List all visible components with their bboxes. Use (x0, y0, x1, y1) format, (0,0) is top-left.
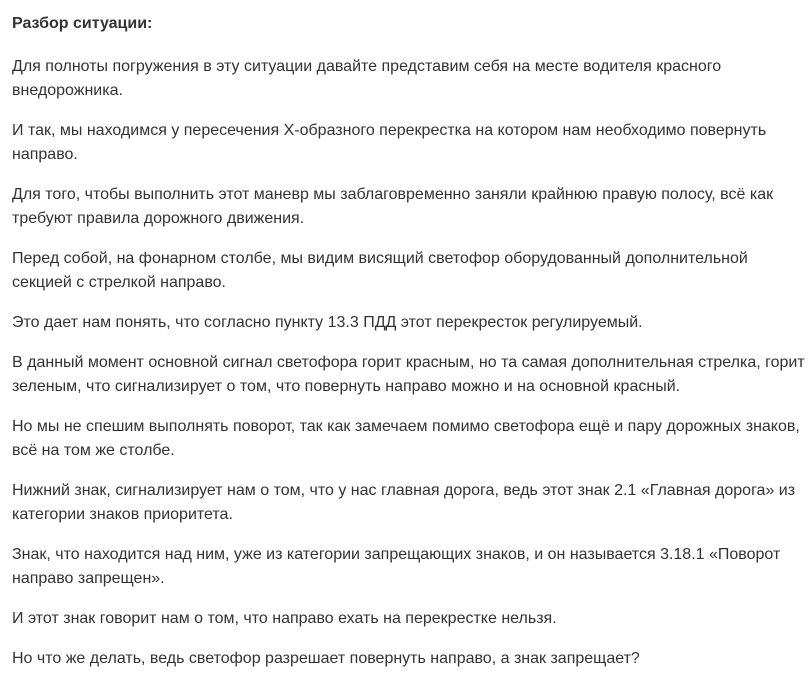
paragraph-signs: Но мы не спешим выполнять поворот, так как замечаем помимо светофора ещё и пару дорожных знаков, всё на том же столбе. (12, 418, 800, 459)
paragraph-regulated: Это дает нам понять, что согласно пункту 13.3 ПДД этот перекресток регулируемый. (12, 314, 643, 331)
article-heading: Разбор ситуации: (12, 15, 153, 32)
paragraph-traffic-light: Перед собой, на фонарном столбе, мы видим висящий светофор оборудованный дополнительной секцией с стрелкой направо. (12, 250, 748, 291)
paragraph-no-right-turn-sign: Знак, что находится над ним, уже из категории запрещающих знаков, и он называется 3.18.1 «Поворот направо запрещен». (12, 546, 781, 587)
paragraph-intersection: И так, мы находимся у пересечения Х-образного перекрестка на котором нам необходимо повернуть направо. (12, 122, 767, 163)
paragraph-intro: Для полноты погружения в эту ситуации давайте представим себя на месте водителя красного внедорожника. (12, 58, 722, 99)
paragraph-sign-meaning: И этот знак говорит нам о том, что направо ехать на перекрестке нельзя. (12, 610, 557, 627)
paragraph-lane: Для того, чтобы выполнить этот маневр мы заблаговременно заняли крайнюю правую полосу, всё как требуют правила дорожного движения. (12, 186, 774, 227)
paragraph-main-road-sign: Нижний знак, сигнализирует нам о том, что у нас главная дорога, ведь этот знак 2.1 «Главная дорога» из категории знаков приоритета. (12, 482, 796, 523)
paragraph-question: Но что же делать, ведь светофор разрешает повернуть направо, а знак запрещает? (12, 650, 640, 667)
paragraph-signal-state: В данный момент основной сигнал светофора горит красным, но та самая дополнительная стрелка, горит зеленым, что сигнализирует о том, что повернуть направо можно и на основной красный. (12, 354, 805, 395)
